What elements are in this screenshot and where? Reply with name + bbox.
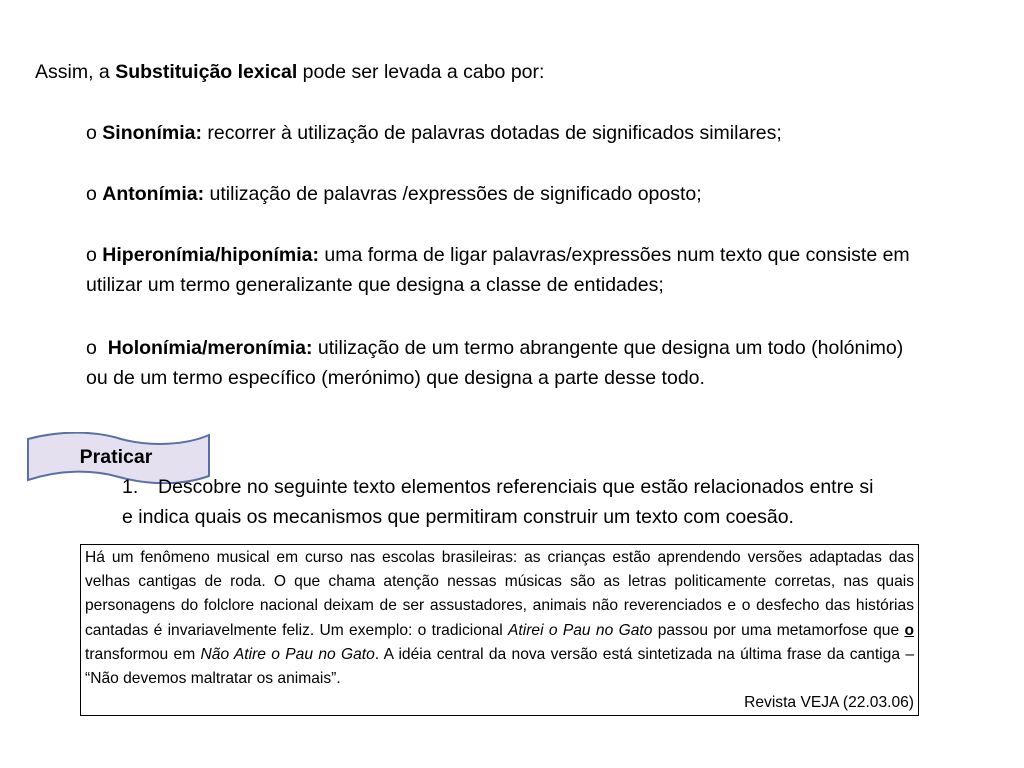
bullet-text: utilização de palavras /expressões de significado oposto;	[204, 183, 702, 205]
bullet-term: Hiperonímia/hiponímia:	[102, 244, 319, 266]
passage-title-new: Não Atire o Pau no Gato	[200, 645, 375, 663]
intro-term: Substituição lexical	[115, 61, 298, 83]
exercise-instruction	[122, 472, 1022, 532]
intro-suffix: pode ser levada a cabo por:	[297, 61, 545, 83]
intro-prefix: Assim, a	[35, 61, 116, 83]
passage-box	[80, 544, 919, 716]
exercise-line-1	[122, 472, 1022, 502]
bullet-holonimia	[86, 333, 916, 393]
bullet-text: utilização de um termo abrangente que designa um todo (holónimo) ou de um termo específico (merónimo) que designa a parte desse todo.	[86, 337, 904, 389]
bullet-term: Sinonímia:	[102, 122, 202, 144]
bullet-term: Antonímia:	[102, 183, 205, 205]
intro-line	[35, 57, 544, 87]
bullet-marker: o	[86, 183, 97, 205]
praticar-label: Praticar	[79, 446, 153, 468]
passage-part1: Há um fenômeno musical em curso nas escolas brasileiras: as crianças estão aprendendo versões adaptadas das velhas cantigas de roda. O que chama atenção nessas músicas são as letras politicamente corretas, nas quais personagens do folclore nacional deixam de ser assustadores, animais não reverenciados e o desfecho das histórias cantadas é invariavelmente feliz. Um exemplo: o tradicional	[85, 549, 914, 639]
bullet-marker: o	[86, 337, 97, 359]
passage-part2: passou por uma metamorfose que	[652, 621, 905, 639]
exercise-line1-text: Descobre no seguinte texto elementos referenciais que estão relacionados entre si	[158, 476, 874, 498]
passage-source: Revista VEJA (22.03.06)	[744, 694, 914, 712]
bullet-term: Holonímia/meronímia:	[107, 337, 313, 359]
passage-paragraph	[85, 546, 914, 691]
bullet-hiperonimia	[86, 240, 956, 300]
bullet-antonimia	[86, 179, 956, 209]
passage-part3: transformou em	[85, 645, 201, 663]
bullet-marker: o	[86, 244, 97, 266]
exercise-line-2: e indica quais os mecanismos que permitiram construir um texto com coesão.	[122, 506, 794, 528]
passage-title-original: Atirei o Pau no Gato	[508, 621, 653, 639]
bullet-text: uma forma de ligar palavras/expressões num texto que consiste em utilizar um termo generalizante que designa a classe de entidades;	[86, 244, 910, 296]
passage-part4: . A idéia central da nova versão está sintetizada na última frase da cantiga – “Não devemos maltratar os animais”.	[85, 645, 914, 688]
exercise-number: 1.	[122, 476, 139, 498]
bullet-marker: o	[86, 122, 97, 144]
bullet-sinonimia	[86, 118, 956, 148]
passage-highlight: o	[904, 621, 914, 639]
bullet-text: recorrer à utilização de palavras dotadas de significados similares;	[201, 122, 782, 144]
